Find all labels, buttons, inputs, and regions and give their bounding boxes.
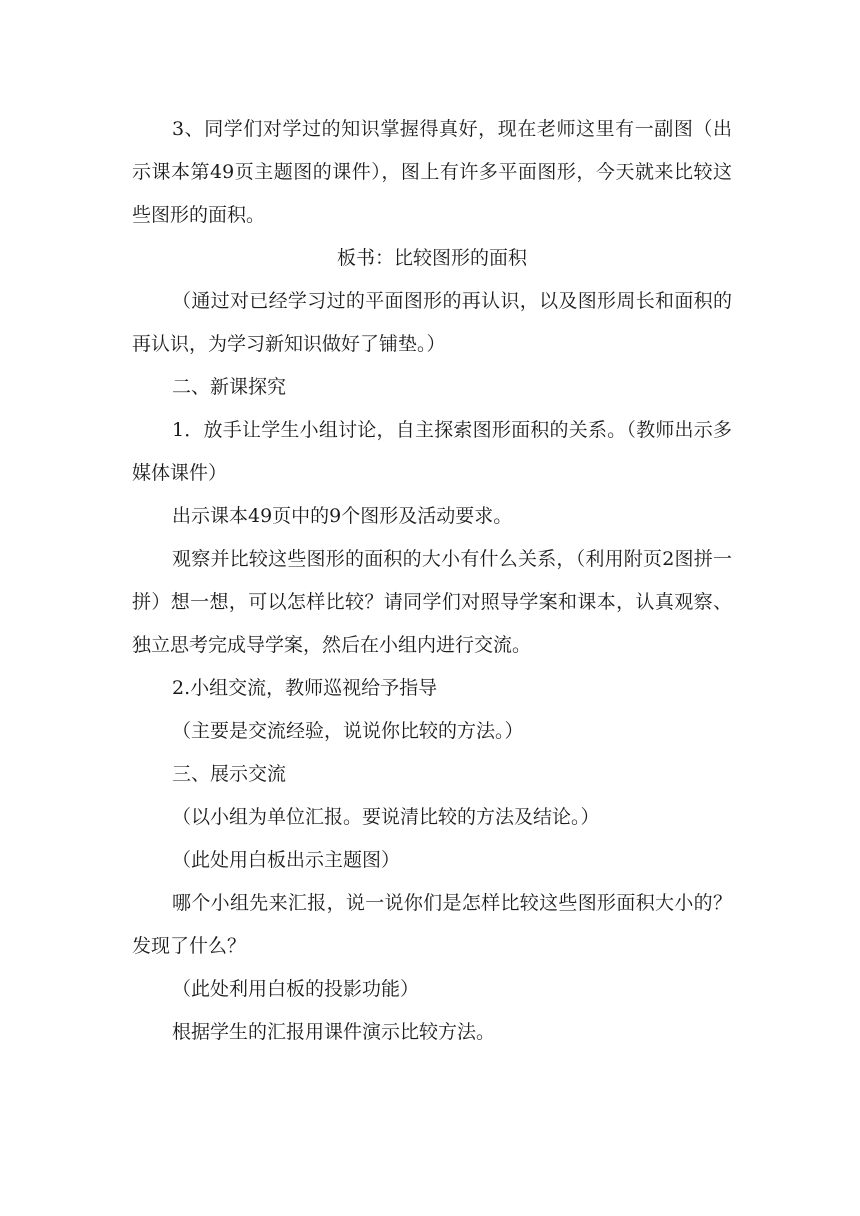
section-heading-presentation: 三、展示交流 — [172, 763, 287, 785]
paragraph-note-report: （以小组为单位汇报。要说清比较的方法及结论。） — [172, 806, 600, 828]
paragraph-step-1: 1．放手让学生小组讨论，自主探索图形面积的关系。（教师出示多媒体课件） — [132, 419, 732, 484]
paragraph-observe: 观察并比较这些图形的面积的大小有什么关系，（利用附页2图拼一拼）想一想，可以怎样比较？请同学们对照导学案和课本，认真观察、独立思考完成导学案，然后在小组内进行交流。 — [132, 548, 732, 656]
paragraph-demo: 根据学生的汇报用课件演示比较方法。 — [172, 1021, 496, 1043]
paragraph-note-review: （通过对已经学习过的平面图形的再认识，以及图形周长和面积的再认识，为学习新知识做好了铺垫。） — [132, 290, 732, 355]
paragraph-question: 哪个小组先来汇报，说一说你们是怎样比较这些图形面积大小的？发现了什么？ — [132, 892, 732, 957]
paragraph-step-2: 2.小组交流，教师巡视给予指导 — [172, 677, 438, 699]
paragraph-note-whiteboard: （此处用白板出示主题图） — [172, 849, 401, 871]
paragraph-note-projection: （此处利用白板的投影功能） — [172, 978, 420, 1000]
paragraph-show-figures: 出示课本49页中的9个图形及活动要求。 — [172, 505, 513, 527]
section-heading-new-lesson: 二、新课探究 — [172, 376, 287, 398]
paragraph-note-exchange: （主要是交流经验，说说你比较的方法。） — [172, 720, 524, 742]
paragraph-intro: 3、同学们对学过的知识掌握得真好，现在老师这里有一副图（出示课本第49页主题图的课件），图上有许多平面图形，今天就来比较这些图形的面积。 — [132, 118, 732, 226]
document-body — [132, 108, 732, 1054]
board-title: 板书：比较图形的面积 — [336, 247, 527, 269]
